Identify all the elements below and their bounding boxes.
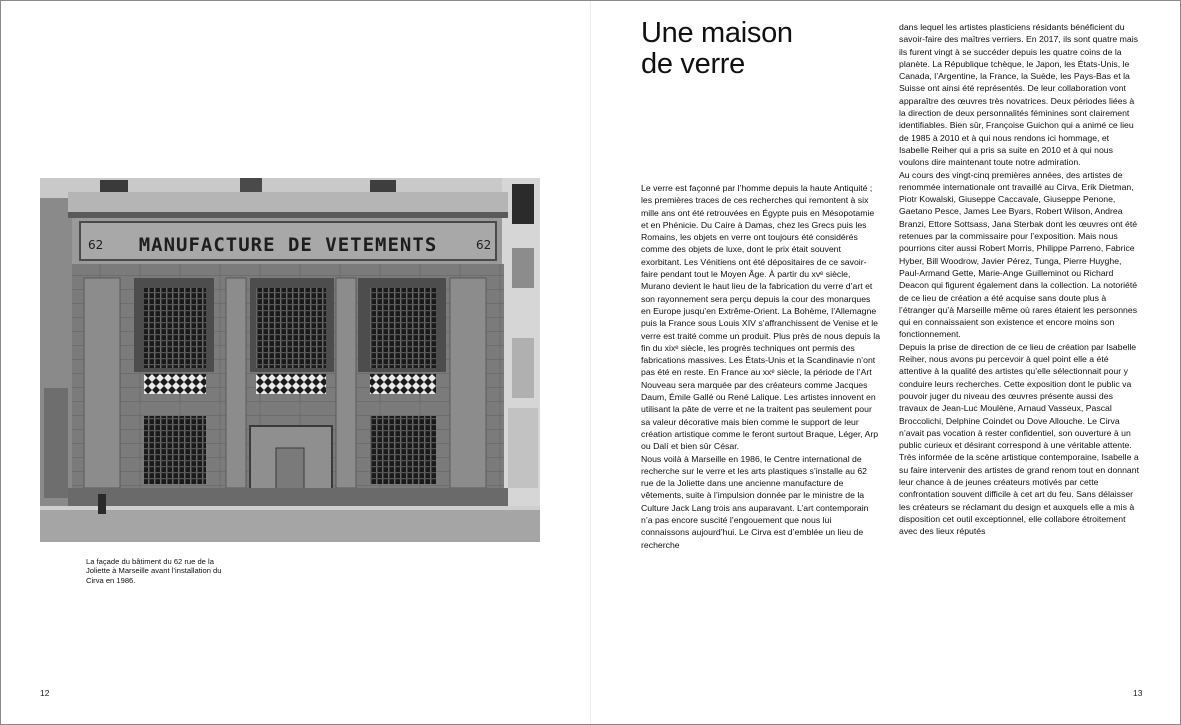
- paragraph: Depuis la prise de direction de ce lieu de création par Isabelle Reiher, nous avons pu percevoir à quel point elle a été attentive à la qualité des artistes qu’elle sélectionnait pour y conduire leurs recherches. Cette exposition dont le public va pouvoir juger du niveau des œuvres présente aussi des travaux de Jean-Luc Moulène, Arnaud Vasseux, Pascal Broccolichi, Delphine Coindet ou Dove Allouche. Le Cirva n’avait pas vocation à rester confidentiel, son ouverture à un public curieux et désirant correspond à une véritable attente. Très informée de la scène artistique contemporaine, Isabelle a su faire intervenir des artistes de grand renom tout en donnant leur chance à de jeunes créateurs motivés par cette confrontation souvent difficile à cet art du feu. Sans délaisser les créateurs se réclamant du design et auxquels elle a mis à disposition cet outil exceptionnel, elle collabore étroitement avec des lieux réputés: [899, 341, 1140, 537]
- sign-text: MANUFACTURE DE VETEMENTS: [138, 234, 438, 256]
- facade-photo: [40, 178, 540, 542]
- text-column-1: [641, 182, 881, 551]
- sign-number-right: 62: [476, 238, 492, 252]
- sign-number-left: 62: [88, 238, 104, 252]
- facade-illustration: [40, 178, 540, 542]
- paragraph: Nous voilà à Marseille en 1986, le Centre international de recherche sur le verre et les arts plastiques s’installe au 62 rue de la Joliette dans une ancienne manufacture de vêtements, suite à l’impulsion donnée par le ministre de la Culture Jack Lang trois ans auparavant. L’art contemporain n’a pas encore suscité l’engouement que nous lui connaissons aujourd’hui. Le Cirva est d’emblée un lieu de recherche: [641, 453, 869, 550]
- spread-gutter: [590, 1, 591, 724]
- photo-caption: La façade du bâtiment du 62 rue de la Joliette à Marseille avant l’installation du Cirva en 1986.: [86, 557, 222, 585]
- page-number-left: 12: [40, 688, 50, 698]
- chapter-title-line-1: Une maison: [641, 17, 793, 49]
- paragraph: Au cours des vingt-cinq premières années, des artistes de renommée internationale ont travaillé au Cirva, Erik Dietman, Piotr Kowalski, Giuseppe Caccavale, Giuseppe Penone, Gaetano Pesce, James Lee Byars, Robert Wilson, Andrea Branzi, Ettore Sottsass, Jana Sterbak dont les œuvres ont été retenues par la commissaire pour l’exposition. Mais nous pourrions citer aussi Robert Morris, Philippe Parreno, Fabrice Hyber, Bill Woodrow, Javier Pérez, Tunga, Pierre Huyghe, Paul-Armand Gette, Marie-Ange Guilleminot ou Richard Deacon qui figurent également dans la collection. La notoriété de ce lieu de création a été acquise sans doute plus à l’étranger qu’à Marseille même où rares étaient les personnes qui en connaissaient son existence et encore moins son fonctionnement.: [899, 169, 1138, 340]
- paragraph: dans lequel les artistes plasticiens résidants bénéficient du savoir-faire des maîtres verriers. En 2017, ils sont quatre mais ils furent vingt à se succéder depuis les quatre coins de la planète. La République tchèque, le Japon, les États-Unis, le Canada, l’Argentine, la France, la Suède, les Pays-Bas et la Suisse ont ainsi été représentés. De leur collaboration vont apparaître des œuvres très novatrices. Deux périodes liées à la direction de deux personnalités féminines sont clairement identifiables. Bien sûr, Françoise Guichon qui a animé ce lieu de 1985 à 2010 et à qui nous rendons ici hommage, et Isabelle Reiher qui a pris sa suite en 2010 et à qui nous voulons dire maintenant toute notre admiration.: [899, 22, 1138, 168]
- page-number-right: 13: [1133, 688, 1143, 698]
- paragraph: Le verre est façonné par l’homme depuis la haute Antiquité ; les premières traces de ces recherches qui remontent à six mille ans ont été retrouvées en Égypte puis en Mésopotamie et en Phénicie. Du Caire à Damas, chez les Grecs puis les Romains, les objets en verre ont toujours été considérés comme des objets de luxe, dont le prix était souvent exorbitant. Les Vénitiens ont été dépositaires de ce savoir-faire pendant tout le Moyen Âge. À partir du xvᵉ siècle, Murano devient le haut lieu de la fabrication du verre d’art et son rayonnement sera perçu depuis la cour des monarques en Europe jusqu’en Extrême-Orient. La Bohème, l’Allemagne puis la France sous Louis XIV s’affranchissent de Venise et le verre est traité comme un produit. Plus près de nous depuis la fin du xixᵉ siècle, les progrès techniques ont permis des fabrications massives. Les États-Unis et la Scandinavie n’ont pas été en reste. En France au xxᵉ siècle, la période de l’Art Nouveau sera marquée par des créateurs comme Jacques Daum, Émile Gallé ou René Lalique. Les artistes innovent en utilisant la pâte de verre et ne la traitent pas seulement pour sa valeur décorative mais bien comme le support de leur création artistique comme le feront surtout Braque, Léger, Arp ou Dalí et bien sûr César.: [641, 183, 881, 452]
- chapter-title-line-2: de verre: [641, 48, 745, 80]
- text-column-2: [899, 21, 1141, 537]
- chapter-title: [641, 18, 871, 80]
